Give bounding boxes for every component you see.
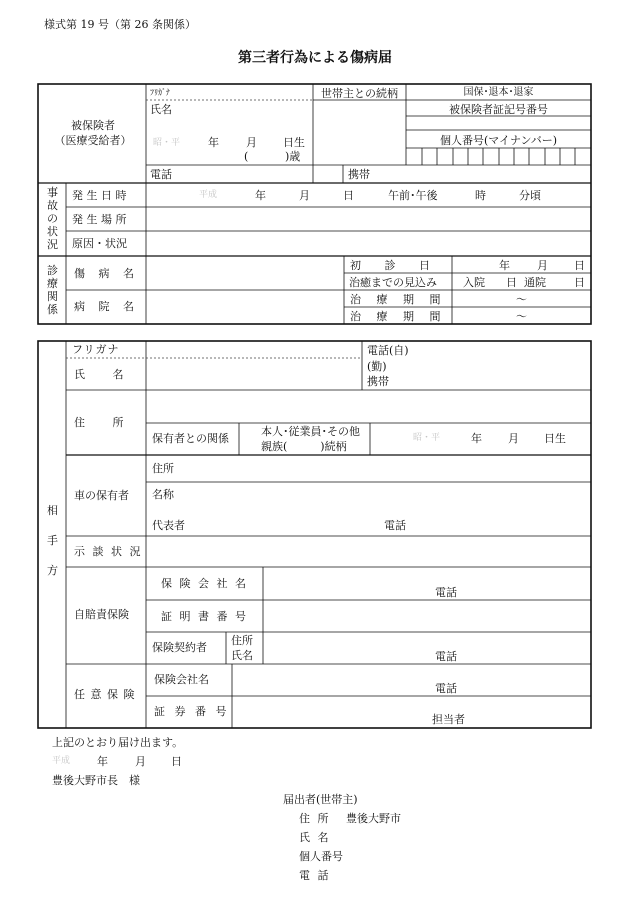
compulsory-phone-label: 電話 <box>435 586 457 599</box>
first-visit-month-label: 月 <box>537 259 548 272</box>
policy-holder-address-label: 住所 <box>231 634 253 647</box>
vehicle-owner-name-label: 名称 <box>152 488 174 501</box>
other-phone-field[interactable] <box>420 343 588 388</box>
accident-section-char: の <box>47 212 58 225</box>
accident-minute-label: 分頃 <box>519 189 541 202</box>
footer-year-label: 年 <box>97 755 108 768</box>
cert-number-label: 被保険者証記号番号 <box>449 103 548 116</box>
policy-holder-phone-label: 電話 <box>435 650 457 663</box>
insured-phone-label: 電話 <box>150 168 172 181</box>
accident-time-label: 発 生 日 時 <box>72 189 127 202</box>
other-era-label: 昭・平 <box>413 433 441 443</box>
inpatient-label: 入院 <box>463 276 485 289</box>
voluntary-company-field[interactable] <box>234 666 588 694</box>
vehicle-owner-label: 車の保有者 <box>74 489 129 502</box>
other-furigana-label: フリガナ <box>72 343 120 356</box>
other-birth-year-label: 年 <box>471 432 482 445</box>
compulsory-cert-label: 証 明 書 番 号 <box>161 610 248 623</box>
medical-section-char: 係 <box>47 303 58 316</box>
vehicle-owner-address-label: 住所 <box>152 462 174 475</box>
hospital-field[interactable] <box>148 292 342 322</box>
insured-age-close: )歳 <box>285 150 301 163</box>
policy-holder-label: 保険契約者 <box>152 641 207 654</box>
insured-birth-day-label: 日生 <box>283 136 305 149</box>
insured-section-label: 被保険者 <box>71 119 115 132</box>
insured-era-label: 昭・平 <box>153 138 181 148</box>
first-visit-year-label: 年 <box>499 259 510 272</box>
medical-section-char: 関 <box>47 290 58 303</box>
first-visit-label: 初 診 日 <box>350 259 440 272</box>
cert-number-field[interactable] <box>408 117 589 129</box>
insured-furigana-label: ﾌﾘｶﾞﾅ <box>150 88 170 97</box>
other-name-label: 氏 名 <box>74 368 136 381</box>
other-address-field[interactable] <box>148 392 588 421</box>
relation-options-1[interactable]: 本人･従業員･その他 <box>261 425 360 438</box>
footer-era-label: 平成 <box>52 756 71 766</box>
footer-day-label: 日 <box>171 755 182 768</box>
voluntary-contact-label: 担当者 <box>432 713 465 726</box>
compulsory-company-label: 保 険 会 社 名 <box>161 577 248 590</box>
vehicle-owner-name-field[interactable] <box>180 485 588 505</box>
recovery-label: 治癒までの見込み <box>349 276 437 289</box>
settlement-field[interactable] <box>148 538 588 565</box>
other-phone-work-label: (勤) <box>367 360 387 373</box>
insured-name-field[interactable] <box>185 104 307 130</box>
injury-label: 傷 病 名 <box>74 267 139 280</box>
voluntary-company-label: 保険会社名 <box>154 673 209 686</box>
other-party-section-char: 手 <box>47 534 58 547</box>
other-name-field[interactable] <box>148 360 360 388</box>
applicant-number-label: 個人番号 <box>299 850 343 863</box>
accident-section-label <box>39 186 66 251</box>
other-birth-month-label: 月 <box>508 432 519 445</box>
voluntary-insurance-label: 任 意 保 険 <box>74 688 136 701</box>
my-number-field[interactable] <box>408 149 589 164</box>
relation-to-owner-label: 保有者との関係 <box>152 432 229 445</box>
insurance-type-options: 国保･退本･退家 <box>463 87 534 98</box>
voluntary-policy-field[interactable] <box>234 698 588 726</box>
accident-cause-label: 原因・状況 <box>72 237 127 250</box>
my-number-label: 個人番号(マイナンバー) <box>439 134 558 147</box>
applicant-address-value: 豊後大野市 <box>346 812 401 825</box>
accident-section-char: 状 <box>47 225 58 238</box>
accident-section-char: 故 <box>47 199 58 212</box>
compulsory-company-field[interactable] <box>265 569 588 598</box>
settlement-label: 示 談 状 況 <box>74 545 143 558</box>
medical-section-label <box>39 264 66 316</box>
insured-birth-month-label: 月 <box>246 136 257 149</box>
other-mobile-label: 携帯 <box>367 375 389 388</box>
relation-label: 世帯主との続柄 <box>321 87 398 100</box>
applicant-name-label: 氏 名 <box>299 831 331 844</box>
accident-cause-field[interactable] <box>148 233 588 254</box>
treatment-period-label: 治 療 期 間 <box>350 293 447 306</box>
insured-furigana-field[interactable] <box>150 88 310 99</box>
compulsory-insurance-label: 自賠責保険 <box>74 608 129 621</box>
other-party-section-label <box>39 496 66 586</box>
outpatient-day-label: 日 <box>574 276 585 289</box>
other-party-section-char: 方 <box>47 564 58 577</box>
policy-holder-field[interactable] <box>265 634 588 662</box>
hospital-label: 病 院 名 <box>74 300 139 313</box>
insured-age-open: ( <box>244 150 249 163</box>
accident-month-label: 月 <box>299 189 310 202</box>
insured-mobile-field[interactable] <box>378 167 588 181</box>
inpatient-day-label: 日 <box>506 276 517 289</box>
accident-place-label: 発 生 場 所 <box>72 213 127 226</box>
other-phone-home-label: 電話(自) <box>367 344 409 357</box>
page-title: 第三者行為による傷病届 <box>238 50 392 66</box>
other-address-label: 住 所 <box>74 416 136 429</box>
outpatient-label: 通院 <box>524 276 546 289</box>
treatment-period-tilde: ～ <box>516 293 527 306</box>
accident-section-char: 況 <box>47 238 58 251</box>
vehicle-owner-rep-label: 代表者 <box>152 519 185 532</box>
medical-section-char: 療 <box>47 277 58 290</box>
footer-month-label: 月 <box>135 755 146 768</box>
relation-field[interactable] <box>316 102 403 163</box>
compulsory-cert-field[interactable] <box>265 602 588 630</box>
insured-mobile-label: 携帯 <box>348 168 370 181</box>
policy-holder-name-label: 氏名 <box>231 649 253 662</box>
insured-section-sublabel: （医療受給者） <box>54 134 132 147</box>
applicant-label: 届出者(世帯主) <box>283 793 358 806</box>
accident-year-label: 年 <box>255 189 266 202</box>
voluntary-phone-label: 電話 <box>435 682 457 695</box>
insured-phone-field[interactable] <box>180 167 340 181</box>
injury-field[interactable] <box>148 258 342 288</box>
declaration-text: 上記のとおり届け出ます。 <box>52 736 184 749</box>
vehicle-owner-address-field[interactable] <box>180 458 588 480</box>
applicant-phone-label: 電 話 <box>299 869 331 882</box>
medical-section-char: 診 <box>47 264 58 277</box>
accident-era-label: 平成 <box>199 190 218 200</box>
accident-day-label: 日 <box>343 189 354 202</box>
other-party-section-char: 相 <box>47 504 58 517</box>
other-birth-day-label: 日生 <box>544 432 566 445</box>
other-furigana-field[interactable] <box>148 343 360 357</box>
relation-options-2[interactable]: 親族( )続柄 <box>261 440 347 453</box>
treatment-period-tilde-2: ～ <box>516 310 527 323</box>
accident-section-char: 事 <box>47 186 58 199</box>
accident-ampm-label: 午前･午後 <box>388 189 438 202</box>
applicant-address-label: 住 所 <box>299 812 331 825</box>
voluntary-policy-label: 証 券 番 号 <box>154 705 230 718</box>
form-number: 様式第 19 号（第 26 条関係） <box>44 18 196 31</box>
first-visit-day-label: 日 <box>574 259 585 272</box>
insured-birth-year-label: 年 <box>208 136 219 149</box>
insured-name-label: 氏名 <box>150 103 172 116</box>
accident-place-field[interactable] <box>148 209 588 229</box>
addressee: 豊後大野市長 様 <box>52 774 140 787</box>
vehicle-owner-phone-label: 電話 <box>384 519 406 532</box>
accident-hour-label: 時 <box>475 189 486 202</box>
treatment-period-label-2: 治 療 期 間 <box>350 310 447 323</box>
